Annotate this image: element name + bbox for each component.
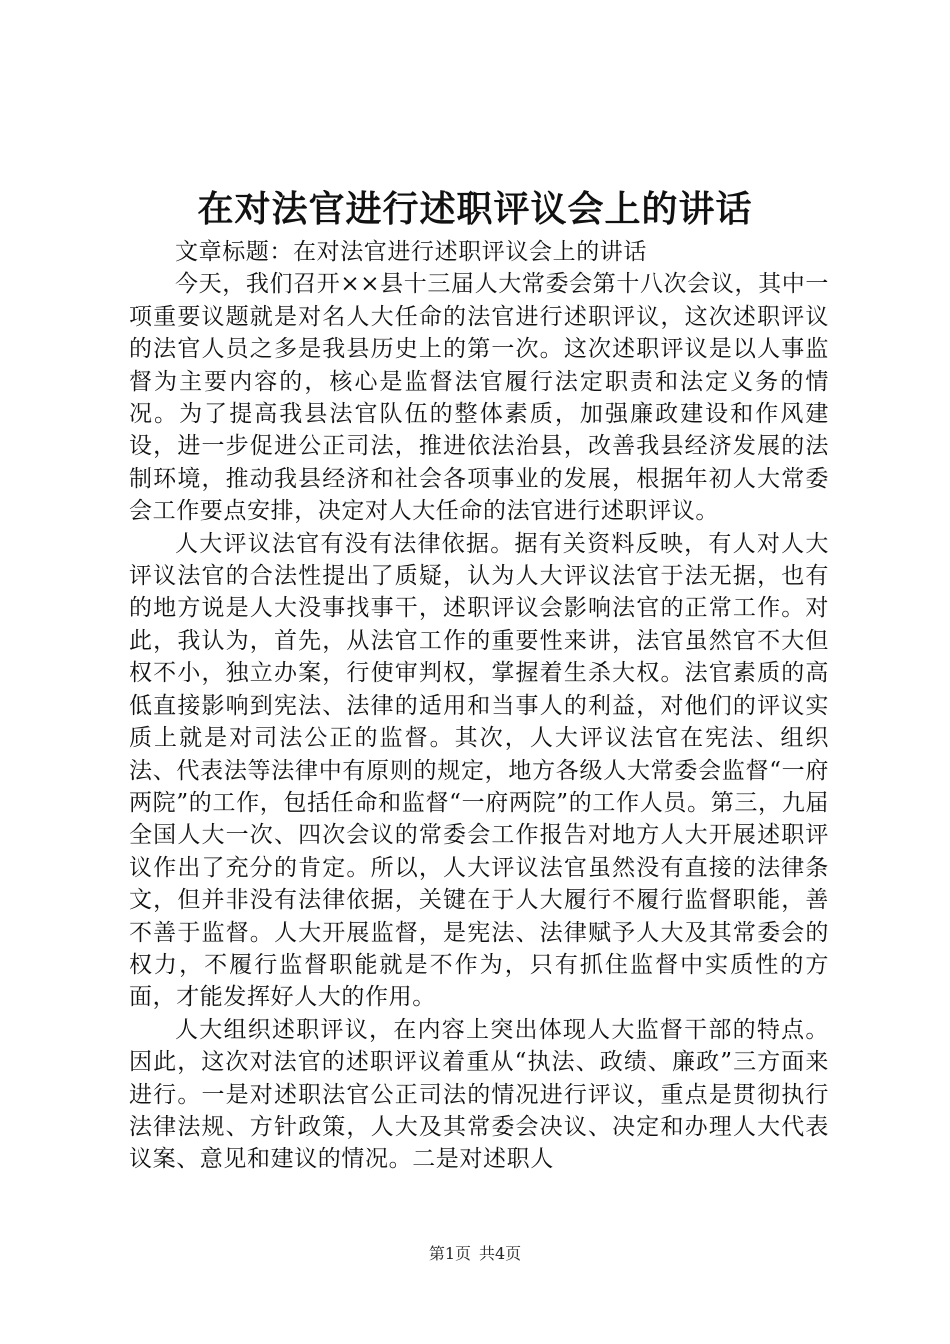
page-footer <box>0 1243 950 1265</box>
page-total: 共4页 <box>479 1244 522 1263</box>
document-body <box>129 236 829 1176</box>
page-number: 第1页 <box>428 1244 471 1263</box>
document-title: 在对法官进行述职评议会上的讲话 <box>197 188 753 230</box>
article-title-line: 文章标题：在对法官进行述职评议会上的讲话 <box>175 239 647 265</box>
paragraph: 人大组织述职评议，在内容上突出体现人大监督干部的特点。因此，这次对法官的述职评议着重从“执法、政绩、廉政”三方面来进行。一是对述职法官公正司法的情况进行评议，重点是贯彻执行法律法规、方针政策，人大及其常委会决议、决定和办理人大代表议案、意见和建议的情况。二是对述职人 <box>129 1016 829 1173</box>
paragraph: 人大评议法官有没有法律依据。据有关资料反映，有人对人大评议法官的合法性提出了质疑，认为人大评议法官于法无据，也有的地方说是人大没事找事干，述职评议会影响法官的正常工作。对此，我认为，首先，从法官工作的重要性来讲，法官虽然官不大但权不小，独立办案，行使审判权，掌握着生杀大权。法官素质的高低直接影响到宪法、法律的适用和当事人的利益，对他们的评议实质上就是对司法公正的监督。其次，人大评议法官在宪法、组织法、代表法等法律中有原则的规定，地方各级人大常委会监督“一府两院”的工作，包括任命和监督“一府两院”的工作人员。第三，九届全国人大一次、四次会议的常委会工作报告对地方人大开展述职评议作出了充分的肯定。所以，人大评议法官虽然没有直接的法律条文，但并非没有法律依据，关键在于人大履行不履行监督职能，善不善于监督。人大开展监督，是宪法、法律赋予人大及其常委会的权力，不履行监督职能就是不作为，只有抓住监督中实质性的方面，才能发挥好人大的作用。 <box>129 530 829 1011</box>
paragraph: 今天，我们召开××县十三届人大常委会第十八次会议，其中一项重要议题就是对名人大任命的法官进行述职评议，这次述职评议的法官人员之多是我县历史上的第一次。这次述职评议是以人事监督为主要内容的，核心是监督法官履行法定职责和法定义务的情况。为了提高我县法官队伍的整体素质，加强廉政建设和作风建设，进一步促进公正司法，推进依法治县，改善我县经济发展的法制环境，推动我县经济和社会各项事业的发展，根据年初人大常委会工作要点安排，决定对人大任命的法官进行述职评议。 <box>129 271 829 525</box>
